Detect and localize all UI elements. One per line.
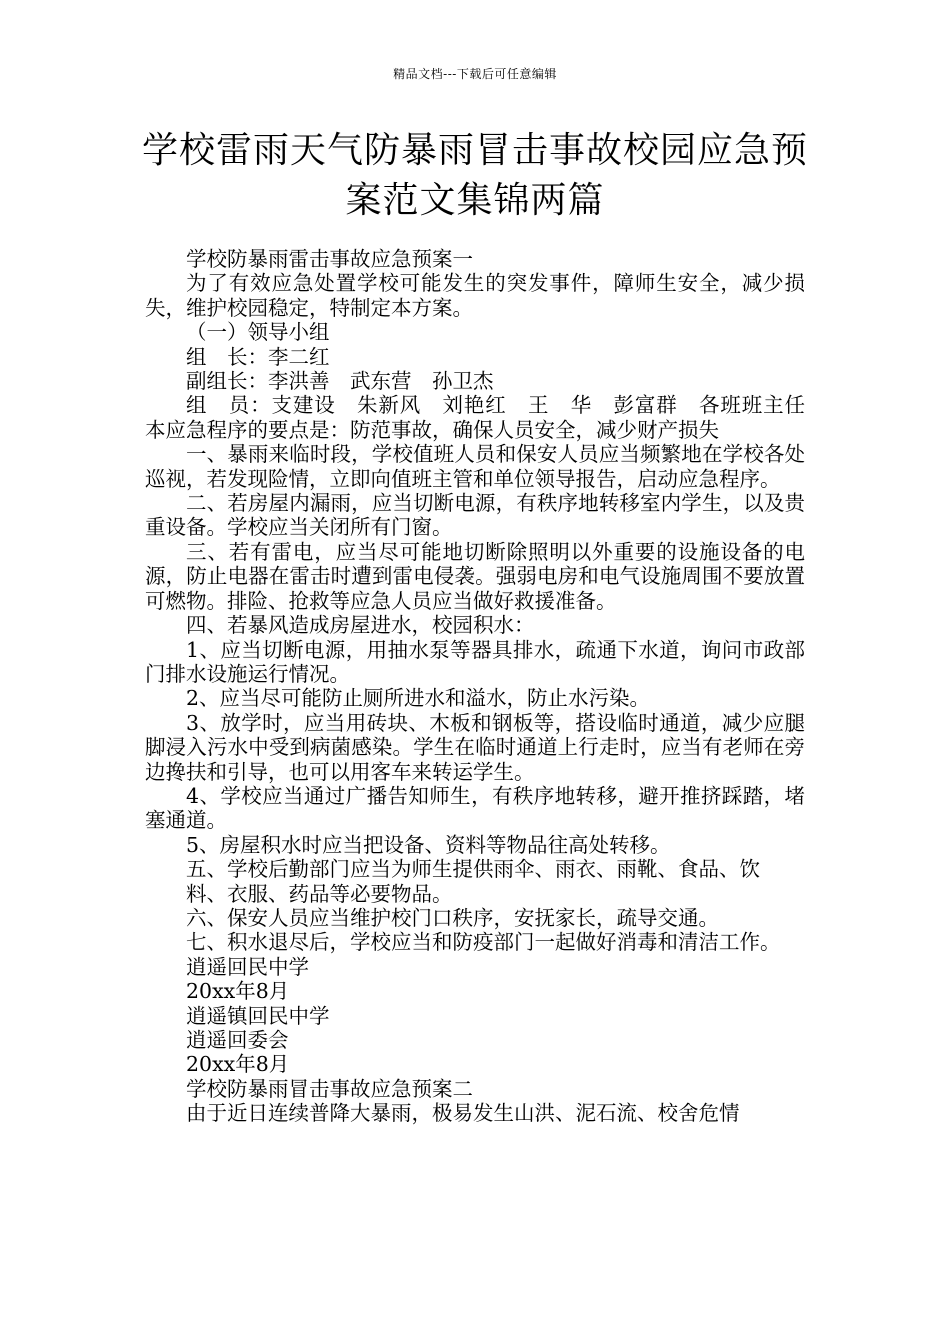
section-heading-plan-two: 学校防暴雨冒击事故应急预案二: [186, 1076, 473, 1101]
procedure-paragraph: 三、若有雷电，应当尽可能地切断除照明以外重要的设施设备的电源，防止电器在雷击时遭到雷电侵袭。强弱电房和电气设施周围不要放置可燃物。排险、抢救等应急人员应当做好救援准备。: [145, 539, 805, 613]
date-line: 20xx年8月: [186, 1052, 290, 1077]
signature-line: 逍遥回民中学: [186, 954, 309, 979]
sub-item-paragraph: 1、应当切断电源，用抽水泵等器具排水，疏通下水道，询问市政部门排水设施运行情况。: [145, 637, 805, 686]
procedure-paragraph: 一、暴雨来临时段，学校值班人员和保安人员应当频繁地在学校各处巡视，若发现险情，立即向值班主管和单位领导报告，启动应急程序。: [145, 442, 805, 491]
sub-item-paragraph: 4、学校应当通过广播告知师生，有秩序地转移，避开推挤踩踏，堵塞通道。: [145, 783, 805, 833]
deputy-leader-line: 副组长：李洪善 武东营 孙卫杰: [186, 369, 494, 394]
members-line: 组 员：支建设 朱新风 刘艳红 王 华 彭富群 各班班主任 本应急程序的要点是：防范事故，确保人员安全，减少财产损失: [145, 393, 826, 442]
section-heading-plan-one: 学校防暴雨雷击事故应急预案一: [186, 247, 473, 271]
procedure-paragraph: 六、保安人员应当维护校门口秩序，安抚家长，疏导交通。: [186, 905, 719, 930]
document-title: 学校雷雨天气防暴雨冒击事故校园应急预案范文集锦两篇: [141, 130, 808, 221]
procedure-paragraph: 二、若房屋内漏雨，应当切断电源，有秩序地转移室内学生，以及贵重设备。学校应当关闭所有门窗。: [145, 491, 805, 540]
procedure-paragraph: 五、学校后勤部门应当为师生提供雨伞、雨衣、雨靴、食品、饮: [186, 857, 760, 882]
procedure-paragraph: 料、衣服、药品等必要物品。: [186, 881, 453, 906]
document-body: [145, 247, 826, 1126]
intro-paragraph: 为了有效应急处置学校可能发生的突发事件，障师生安全，减少损失，维护校园稳定，特制定本方案。: [145, 271, 805, 320]
signature-line: 逍遥镇回民中学: [186, 1003, 330, 1028]
sub-item-paragraph: 5、房屋积水时应当把设备、资料等物品往高处转移。: [186, 832, 671, 857]
body-paragraph: 由于近日连续普降大暴雨，极易发生山洪、泥石流、校舍危情: [186, 1101, 740, 1126]
signature-line: 逍遥回委会: [186, 1028, 289, 1052]
procedure-paragraph: 四、若暴风造成房屋进水，校园积水：: [186, 613, 535, 638]
procedure-paragraph: 七、积水退尽后，学校应当和防疫部门一起做好消毒和清洁工作。: [186, 930, 781, 955]
leader-line: 组 长：李二红: [186, 344, 330, 369]
header-note: 精品文档---下载后可任意编辑: [393, 67, 557, 81]
sub-item-paragraph: 3、放学时，应当用砖块、木板和钢板等，搭设临时通道，减少应腿脚浸入污水中受到病菌感染。学生在临时通道上行走时，应当有老师在旁边搀扶和引导，也可以用客车来转运学生。: [145, 710, 805, 784]
leadership-heading: （一）领导小组: [186, 320, 330, 345]
sub-item-paragraph: 2、应当尽可能防止厕所进水和溢水，防止水污染。: [186, 686, 651, 711]
date-line: 20xx年8月: [186, 979, 290, 1004]
